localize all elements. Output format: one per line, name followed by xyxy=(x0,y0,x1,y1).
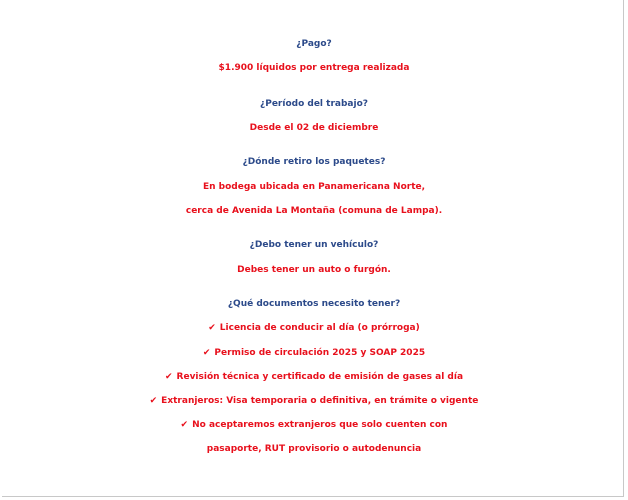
document-item xyxy=(0,343,628,363)
document-item xyxy=(0,415,628,435)
answer-vehiculo: Debes tener un auto o furgón. xyxy=(237,265,391,275)
checkmark-icon: ✔ xyxy=(180,420,189,430)
checkmark-icon: ✔ xyxy=(164,372,173,382)
answer-periodo: Desde el 02 de diciembre xyxy=(249,123,379,133)
checkmark-icon: ✔ xyxy=(149,396,158,406)
document-item-label: Permiso de circulación 2025 y SOAP 2025 xyxy=(214,348,426,358)
answer-retiro-line-1: En bodega ubicada en Panamericana Norte, xyxy=(202,182,426,192)
question-vehiculo: ¿Debo tener un vehículo? xyxy=(249,240,379,250)
document-item-label: No aceptaremos extranjeros que solo cuenten con xyxy=(192,420,448,430)
document-item-label: Extranjeros: Visa temporaria o definitiva, en trámite o vigente xyxy=(161,396,479,406)
checkmark-icon: ✔ xyxy=(208,323,216,333)
document-item-continuation: pasaporte, RUT provisorio o autodenuncia xyxy=(206,444,422,454)
document-item xyxy=(0,367,628,387)
question-documentos: ¿Qué documentos necesito tener? xyxy=(227,299,401,309)
answer-pago: $1.900 líquidos por entrega realizada xyxy=(218,63,410,73)
document-item-label: Licencia de conducir al día (o prórroga) xyxy=(219,323,420,333)
question-periodo: ¿Período del trabajo? xyxy=(260,99,368,109)
question-pago: ¿Pago? xyxy=(296,39,332,49)
checkmark-icon: ✔ xyxy=(202,348,211,358)
question-retiro: ¿Dónde retiro los paquetes? xyxy=(242,157,386,167)
document-item xyxy=(0,318,628,338)
document-item xyxy=(0,391,628,411)
document-item-label: Revisión técnica y certificado de emisión de gases al día xyxy=(176,372,464,382)
answer-retiro-line-2: cerca de Avenida La Montaña (comuna de Lampa). xyxy=(185,206,443,216)
